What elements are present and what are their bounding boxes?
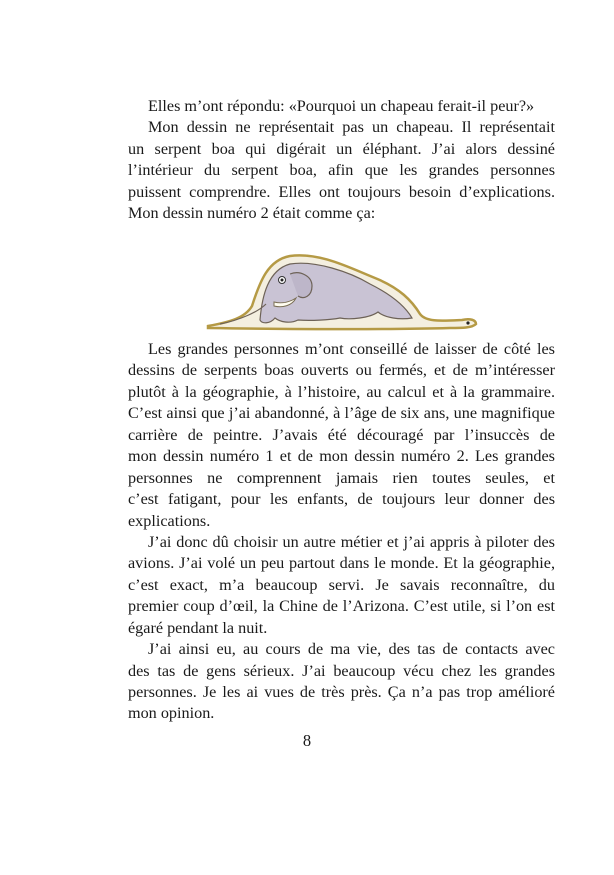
text-line: égaré pendant la nuit. (128, 618, 268, 637)
paragraph (128, 639, 555, 725)
text-line: C’est ainsi que j’ai abandonné, à l’âge de six ans, une magnifique (128, 404, 555, 423)
text-line: puissent comprendre. Elles ont toujours besoin d’explications. (128, 182, 555, 201)
text-line: Mon dessin ne représentait pas un chapeau. Il représentait (148, 118, 555, 137)
text-line: Mon dessin numéro 2 était comme ça: (128, 204, 376, 223)
text-line: explications. (128, 511, 211, 530)
text-line: plutôt à la géographie, à l’histoire, au calcul et à la grammaire. (128, 382, 555, 401)
text-line: c’est fatigant, pour les enfants, de toujours leur donner des (128, 490, 555, 509)
paragraph (128, 96, 555, 117)
paragraph (128, 117, 555, 224)
text-line: Elles m’ont répondu: «Pourquoi un chapeau ferait-il peur?» (148, 97, 535, 115)
text-line: avions. J’ai volé un peu partout dans le monde. Et la géographie, (128, 554, 555, 573)
text-line: c’est exact, m’a beaucoup servi. Je savais reconnaître, du (128, 575, 555, 594)
text-line: mon dessin numéro 1 et de mon dessin numéro 2. Les grandes (128, 447, 555, 466)
elephant-inside-boa-drawing-icon (200, 246, 480, 332)
text-line: l’intérieur du serpent boa, afin que les grandes personnes (128, 161, 555, 180)
text-block-bottom (128, 339, 555, 725)
paragraph (128, 532, 555, 639)
paragraph (128, 339, 555, 532)
text-line: Les grandes personnes m’ont conseillé de laisser de côté les (148, 340, 555, 358)
text-block-top (128, 96, 555, 225)
text-line: J’ai ainsi eu, au cours de ma vie, des tas de contacts avec (148, 640, 555, 659)
text-line: carrière de peintre. J’avais été découragé par l’insuccès de (128, 425, 555, 444)
text-line: personnes. Je les ai vues de très près. Ça n’a pas trop amélioré (128, 683, 555, 701)
text-line: personnes ne comprennent jamais rien toutes seules, et (128, 468, 555, 487)
text-line: un serpent boa qui digérait un éléphant. J’ai alors dessiné (128, 139, 555, 158)
text-line: premier coup d’œil, la Chine de l’Arizona. C’est utile, si l’on est (128, 597, 555, 616)
text-line: dessins de serpents boas ouverts ou fermés, et de m’intéresser (128, 361, 555, 380)
text-line: mon opinion. (128, 704, 215, 723)
text-line: J’ai donc dû choisir un autre métier et j’ai appris à piloter des (148, 532, 555, 551)
page-number: 8 (302, 731, 312, 750)
text-line: des tas de gens sérieux. J’ai beaucoup vécu chez les grandes (128, 661, 555, 680)
